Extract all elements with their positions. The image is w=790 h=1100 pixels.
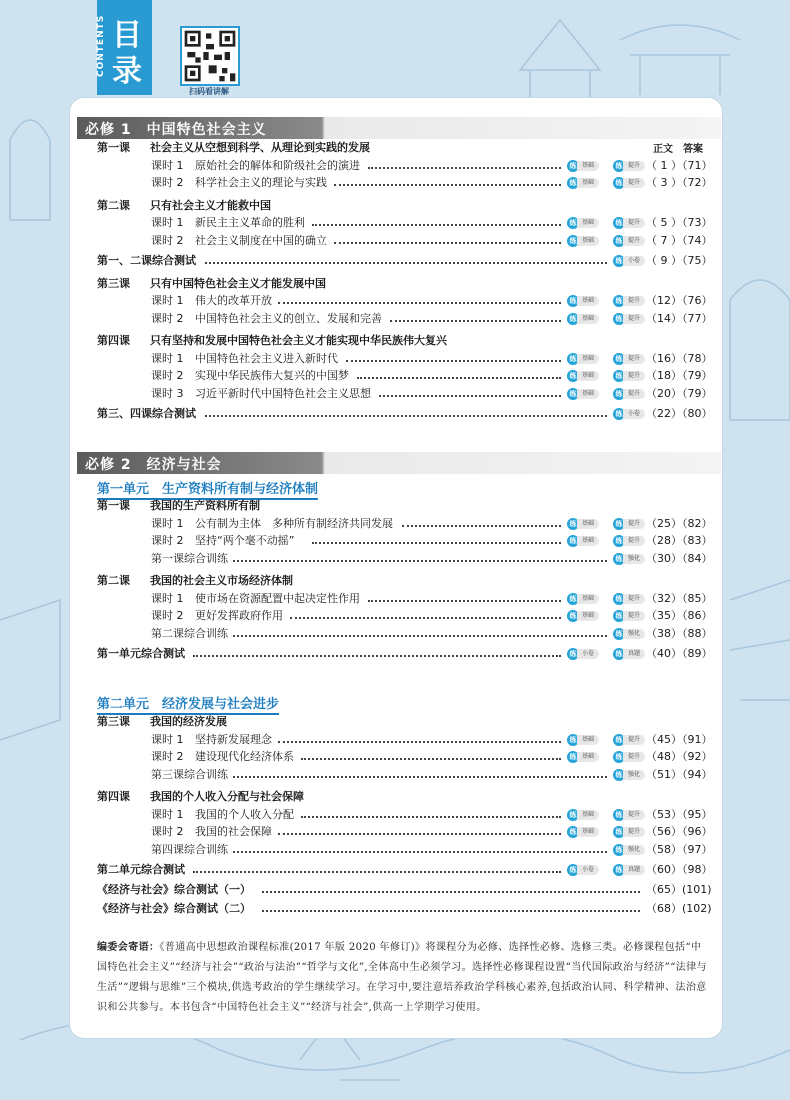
- badge-真题: [613, 864, 647, 876]
- practice-icon: 练: [567, 751, 579, 763]
- practice-icon: 练: [613, 844, 625, 856]
- period-title: 中国特色社会主义进入新时代: [195, 351, 338, 365]
- lesson-label: 第四课: [97, 334, 130, 347]
- badge-label: 提升: [623, 611, 645, 621]
- badge-提升: [613, 809, 647, 821]
- contents-tab: [97, 0, 152, 95]
- leader-dots: [205, 262, 607, 265]
- page-numbers: （ 3 ）（72）: [646, 176, 713, 189]
- lesson-label: 第三课: [97, 276, 130, 290]
- page-numbers: （53）（95）: [646, 807, 713, 821]
- period-label: 课时 2: [151, 311, 184, 325]
- badge-label: 基础: [577, 519, 599, 529]
- qr-label: 扫码看讲解: [189, 87, 229, 96]
- badge-小卷: [613, 408, 647, 420]
- badge-基础: [567, 751, 601, 763]
- practice-icon: 练: [613, 370, 625, 382]
- badge-提升: [613, 518, 647, 530]
- practice-icon: 练: [613, 734, 625, 746]
- badge-label: 小卷: [623, 256, 645, 266]
- page-numbers: （18）（79）: [646, 369, 713, 382]
- badge-提升: [613, 217, 647, 229]
- practice-icon: 练: [613, 388, 625, 400]
- period-title: 新民主主义革命的胜利: [195, 216, 305, 229]
- test-label: 第一单元综合测试: [97, 647, 185, 660]
- practice-icon: 练: [567, 593, 579, 605]
- period-label: 课时 2: [151, 825, 184, 838]
- badge-label: 强化: [623, 629, 645, 639]
- badge-label: 提升: [623, 218, 645, 228]
- u2-row-10[interactable]: [0, 901, 790, 917]
- practice-icon: 练: [567, 518, 579, 530]
- period-label: 课时 1: [151, 807, 184, 821]
- lesson-title: 我国的个人收入分配与社会保障: [150, 790, 304, 803]
- period-title: 社会主义制度在中国的确立: [195, 233, 327, 247]
- badge-label: 提升: [623, 519, 645, 529]
- practice-icon: 练: [567, 535, 579, 547]
- leader-dots: [312, 224, 561, 227]
- m1-row-13[interactable]: [0, 386, 790, 402]
- module2-title: 必修 2 经济与社会: [85, 457, 222, 473]
- leader-dots: [357, 377, 561, 380]
- badge-提升: [613, 353, 647, 365]
- period-title: 实现中华民族伟大复兴的中国梦: [195, 369, 349, 382]
- leader-dots: [301, 758, 561, 761]
- leader-dots: [402, 525, 561, 528]
- badge-基础: [567, 809, 601, 821]
- badge-label: 基础: [577, 371, 599, 381]
- page-numbers: （48）（92）: [646, 750, 713, 763]
- page-numbers: （60）（98）: [646, 863, 713, 876]
- leader-dots: [262, 910, 640, 913]
- m1-row-0[interactable]: [0, 140, 790, 156]
- period-title: 坚持“两个毫不动摇”: [195, 534, 295, 547]
- badge-label: 基础: [577, 354, 599, 364]
- column-answer: 答案: [683, 144, 703, 155]
- final-test-label: 《经济与社会》综合测试（一）: [97, 882, 251, 896]
- lesson-title: 只有社会主义才能救中国: [150, 198, 271, 212]
- m1-row-10[interactable]: [0, 333, 790, 349]
- contents-subtitle: CONTENTS: [96, 14, 106, 77]
- u2-row-2[interactable]: [0, 749, 790, 765]
- contents-title: 目录: [112, 18, 142, 89]
- leader-dots: [334, 242, 561, 245]
- period-label: 课时 1: [151, 516, 184, 530]
- badge-label: 提升: [623, 314, 645, 324]
- leader-dots: [193, 871, 561, 874]
- badge-label: 提升: [623, 752, 645, 762]
- badge-label: 基础: [577, 827, 599, 837]
- badge-提升: [613, 313, 647, 325]
- period-title: 更好发挥政府作用: [195, 609, 283, 622]
- badge-label: 小卷: [577, 649, 599, 659]
- unit2-title: 第二单元 经济发展与社会进步: [97, 693, 279, 715]
- badge-label: 强化: [623, 845, 645, 855]
- u2-row-7[interactable]: [0, 842, 790, 858]
- practice-icon: 练: [613, 177, 625, 189]
- period-title: 中国特色社会主义的创立、发展和完善: [195, 311, 382, 325]
- u1-row-0[interactable]: [0, 498, 790, 514]
- u2-row-4[interactable]: [0, 789, 790, 805]
- leader-dots: [278, 302, 561, 305]
- badge-小卷: [567, 648, 601, 660]
- page-numbers: （38）（88）: [646, 626, 713, 640]
- editor-note-text: 《普通高中思想政治课程标准(2017 年版 2020 年修订)》将课程分为必修、选择性必修、选修三类。必修课程包括“中国特色社会主义”“经济与社会”“政治与法治”“哲学与文化”,全体高中生必须学习。选择性必修课程设置“当代国际政治与经济”“法律与生活”“逻辑与思维”三个模块,供选考政治的学生继续学习。在学习中,要注意培养政治学科核心素养,包括政治认同、科学精神、法治意识和公共参与。本书包含“中国特色社会主义”“经济与社会”,供高一上学期学习使用。: [97, 942, 707, 1013]
- m1-row-11[interactable]: [0, 351, 790, 367]
- final-test-label: 《经济与社会》综合测试（二）: [97, 902, 251, 915]
- badge-基础: [567, 160, 601, 172]
- badge-基础: [567, 610, 601, 622]
- lesson-label: 第一课: [97, 141, 130, 154]
- badge-label: 小卷: [623, 409, 645, 419]
- badge-强化: [613, 844, 647, 856]
- leader-dots: [312, 542, 561, 545]
- period-title: 建设现代化经济体系: [195, 750, 294, 763]
- badge-label: 提升: [623, 536, 645, 546]
- page-numbers: （22）（80）: [646, 407, 713, 420]
- test-label: 第三、四课综合测试: [97, 407, 196, 420]
- period-label: 课时 1: [151, 351, 184, 365]
- training-label: 第四课综合训练: [151, 842, 228, 856]
- practice-icon: 练: [613, 295, 625, 307]
- leader-dots: [193, 655, 561, 658]
- badge-label: 提升: [623, 296, 645, 306]
- practice-icon: 练: [613, 313, 625, 325]
- leader-dots: [233, 851, 607, 854]
- practice-icon: 练: [567, 809, 579, 821]
- badge-提升: [613, 826, 647, 838]
- badge-基础: [567, 353, 601, 365]
- training-label: 第一课综合训练: [151, 551, 228, 565]
- page-numbers: （28）（83）: [646, 534, 713, 547]
- period-label: 课时 1: [151, 158, 184, 172]
- practice-icon: 练: [613, 826, 625, 838]
- period-title: 原始社会的解体和阶级社会的演进: [195, 158, 360, 172]
- badge-基础: [567, 235, 601, 247]
- period-label: 课时 3: [151, 386, 184, 400]
- practice-icon: 练: [567, 295, 579, 307]
- badge-label: 提升: [623, 354, 645, 364]
- lesson-title: 只有中国特色社会主义才能发展中国: [150, 276, 326, 290]
- leader-dots: [390, 320, 561, 323]
- lesson-title: 我国的经济发展: [150, 715, 227, 728]
- badge-基础: [567, 388, 601, 400]
- badge-label: 提升: [623, 827, 645, 837]
- badge-提升: [613, 177, 647, 189]
- badge-基础: [567, 535, 601, 547]
- m1-row-8[interactable]: [0, 293, 790, 309]
- badge-基础: [567, 217, 601, 229]
- leader-dots: [346, 360, 561, 363]
- leader-dots: [290, 617, 561, 620]
- badge-label: 提升: [623, 161, 645, 171]
- u2-row-9[interactable]: [0, 882, 790, 898]
- page-numbers: （58）（97）: [646, 842, 713, 856]
- practice-icon: 练: [567, 160, 579, 172]
- badge-label: 提升: [623, 735, 645, 745]
- u1-row-7[interactable]: [0, 626, 790, 642]
- practice-icon: 练: [567, 370, 579, 382]
- badge-label: 真题: [623, 649, 645, 659]
- u1-row-6[interactable]: [0, 608, 790, 624]
- page-numbers: （25）（82）: [646, 516, 713, 530]
- badge-强化: [613, 769, 647, 781]
- m1-row-6[interactable]: [0, 253, 790, 269]
- practice-icon: 练: [567, 610, 579, 622]
- badge-小卷: [613, 255, 647, 267]
- badge-提升: [613, 535, 647, 547]
- period-label: 课时 1: [151, 591, 184, 605]
- practice-icon: 练: [567, 734, 579, 746]
- leader-dots: [368, 600, 561, 603]
- badge-label: 强化: [623, 770, 645, 780]
- badge-label: 基础: [577, 389, 599, 399]
- m1-row-7[interactable]: [0, 276, 790, 292]
- practice-icon: 练: [613, 518, 625, 530]
- practice-icon: 练: [567, 313, 579, 325]
- u2-row-1[interactable]: [0, 732, 790, 748]
- badge-label: 提升: [623, 594, 645, 604]
- leader-dots: [368, 167, 561, 170]
- badge-基础: [567, 295, 601, 307]
- period-title: 公有制为主体 多种所有制经济共同发展: [195, 516, 393, 530]
- m1-row-3[interactable]: [0, 198, 790, 214]
- column-main: 正文: [653, 144, 673, 155]
- test-label: 第二单元综合测试: [97, 863, 185, 876]
- practice-icon: 练: [567, 826, 579, 838]
- module2-header: [77, 452, 721, 474]
- page-numbers: （68）(102): [646, 902, 712, 915]
- practice-icon: 练: [613, 751, 625, 763]
- editor-note: [97, 938, 709, 1018]
- badge-基础: [567, 593, 601, 605]
- period-label: 课时 2: [151, 233, 184, 247]
- u1-row-2[interactable]: [0, 533, 790, 549]
- leader-dots: [262, 891, 640, 894]
- lesson-label: 第四课: [97, 790, 130, 803]
- period-title: 使市场在资源配置中起决定性作用: [195, 591, 360, 605]
- qr-code-icon[interactable]: [180, 26, 240, 86]
- badge-提升: [613, 295, 647, 307]
- unit1-title: 第一单元 生产资料所有制与经济体制: [97, 478, 318, 500]
- period-title: 习近平新时代中国特色社会主义思想: [195, 386, 371, 400]
- badge-提升: [613, 610, 647, 622]
- page-numbers: （40）（89）: [646, 647, 713, 660]
- lesson-label: 第一课: [97, 499, 130, 512]
- leader-dots: [334, 184, 561, 187]
- badge-基础: [567, 370, 601, 382]
- badge-label: 基础: [577, 810, 599, 820]
- leader-dots: [233, 560, 607, 563]
- badge-提升: [613, 235, 647, 247]
- m1-row-5[interactable]: [0, 233, 790, 249]
- practice-icon: 练: [613, 628, 625, 640]
- page-numbers: （30）（84）: [646, 551, 713, 565]
- badge-提升: [613, 370, 647, 382]
- period-label: 课时 2: [151, 369, 184, 382]
- practice-icon: 练: [613, 217, 625, 229]
- lesson-title: 我国的社会主义市场经济体制: [150, 574, 293, 587]
- period-label: 课时 2: [151, 750, 184, 763]
- practice-icon: 练: [567, 217, 579, 229]
- badge-label: 基础: [577, 752, 599, 762]
- practice-icon: 练: [567, 235, 579, 247]
- page-numbers: （12）（76）: [646, 294, 713, 307]
- badge-基础: [567, 734, 601, 746]
- practice-icon: 练: [613, 408, 625, 420]
- period-title: 我国的个人收入分配: [195, 807, 294, 821]
- m1-row-9[interactable]: [0, 311, 790, 327]
- leader-dots: [233, 635, 607, 638]
- lesson-label: 第二课: [97, 574, 130, 587]
- badge-提升: [613, 734, 647, 746]
- badge-label: 基础: [577, 218, 599, 228]
- practice-icon: 练: [613, 255, 625, 267]
- badge-label: 提升: [623, 178, 645, 188]
- badge-label: 真题: [623, 865, 645, 875]
- badge-label: 提升: [623, 389, 645, 399]
- badge-label: 提升: [623, 236, 645, 246]
- u2-row-8[interactable]: [0, 862, 790, 878]
- training-label: 第三课综合训练: [151, 767, 228, 781]
- practice-icon: 练: [613, 648, 625, 660]
- practice-icon: 练: [613, 235, 625, 247]
- leader-dots: [278, 741, 561, 744]
- leader-dots: [379, 395, 561, 398]
- leader-dots: [233, 776, 607, 779]
- practice-icon: 练: [613, 353, 625, 365]
- lesson-label: 第三课: [97, 715, 130, 728]
- badge-label: 基础: [577, 536, 599, 546]
- u1-row-8[interactable]: [0, 646, 790, 662]
- badge-label: 基础: [577, 594, 599, 604]
- badge-label: 基础: [577, 178, 599, 188]
- badge-基础: [567, 313, 601, 325]
- badge-label: 基础: [577, 296, 599, 306]
- badge-提升: [613, 388, 647, 400]
- lesson-title: 我国的生产资料所有制: [150, 499, 260, 512]
- period-label: 课时 2: [151, 176, 184, 189]
- module1-header: [77, 117, 721, 139]
- page-numbers: （32）（85）: [646, 591, 713, 605]
- badge-label: 基础: [577, 611, 599, 621]
- m1-row-12[interactable]: [0, 368, 790, 384]
- badge-label: 基础: [577, 735, 599, 745]
- period-title: 我国的社会保障: [195, 825, 272, 838]
- practice-icon: 练: [613, 593, 625, 605]
- u2-row-0[interactable]: [0, 714, 790, 730]
- page-numbers: （20）（79）: [646, 386, 713, 400]
- u1-row-1[interactable]: [0, 516, 790, 532]
- practice-icon: 练: [613, 809, 625, 821]
- badge-label: 基础: [577, 161, 599, 171]
- leader-dots: [301, 816, 561, 819]
- badge-提升: [613, 593, 647, 605]
- badge-基础: [567, 177, 601, 189]
- page-numbers: （51）（94）: [646, 767, 713, 781]
- lesson-label: 第二课: [97, 198, 130, 212]
- badge-提升: [613, 751, 647, 763]
- period-title: 坚持新发展理念: [195, 732, 272, 746]
- page-numbers: （56）（96）: [646, 825, 713, 838]
- u2-row-5[interactable]: [0, 807, 790, 823]
- u1-row-5[interactable]: [0, 591, 790, 607]
- practice-icon: 练: [567, 177, 579, 189]
- practice-icon: 练: [613, 160, 625, 172]
- badge-强化: [613, 628, 647, 640]
- page-numbers: （ 7 ）（74）: [646, 233, 713, 247]
- page-numbers: （ 5 ）（73）: [646, 216, 713, 229]
- badge-小卷: [567, 864, 601, 876]
- badge-基础: [567, 518, 601, 530]
- practice-icon: 练: [567, 353, 579, 365]
- practice-icon: 练: [613, 610, 625, 622]
- practice-icon: 练: [613, 535, 625, 547]
- badge-真题: [613, 648, 647, 660]
- period-label: 课时 1: [151, 216, 184, 229]
- practice-icon: 练: [567, 388, 579, 400]
- period-title: 科学社会主义的理论与实践: [195, 176, 327, 189]
- leader-dots: [278, 833, 561, 836]
- test-label: 第一、二课综合测试: [97, 254, 196, 267]
- page-numbers: （65）(101): [646, 882, 712, 896]
- period-title: 伟大的改革开放: [195, 294, 272, 307]
- practice-icon: 练: [567, 864, 579, 876]
- m1-row-2[interactable]: [0, 175, 790, 191]
- badge-label: 基础: [577, 314, 599, 324]
- practice-icon: 练: [567, 648, 579, 660]
- m1-row-4[interactable]: [0, 215, 790, 231]
- badge-label: 提升: [623, 371, 645, 381]
- badge-label: 提升: [623, 810, 645, 820]
- page-numbers: （45）（91）: [646, 732, 713, 746]
- badge-label: 小卷: [577, 865, 599, 875]
- page-numbers: （14）（77）: [646, 311, 713, 325]
- editor-note-lead: 编委会寄语：: [97, 942, 160, 953]
- page-numbers: （35）（86）: [646, 609, 713, 622]
- u1-row-4[interactable]: [0, 573, 790, 589]
- badge-基础: [567, 826, 601, 838]
- page-numbers: （ 9 ）（75）: [646, 254, 713, 267]
- practice-icon: 练: [613, 864, 625, 876]
- period-label: 课时 2: [151, 609, 184, 622]
- period-label: 课时 1: [151, 294, 184, 307]
- period-label: 课时 1: [151, 732, 184, 746]
- practice-icon: 练: [613, 769, 625, 781]
- m1-row-1[interactable]: [0, 158, 790, 174]
- badge-提升: [613, 160, 647, 172]
- module1-title: 必修 1 中国特色社会主义: [85, 122, 267, 138]
- u2-row-6[interactable]: [0, 824, 790, 840]
- page-numbers: （16）（78）: [646, 351, 713, 365]
- badge-label: 基础: [577, 236, 599, 246]
- practice-icon: 练: [613, 553, 625, 565]
- page-numbers: （ 1 ）（71）: [646, 158, 713, 172]
- period-label: 课时 2: [151, 534, 184, 547]
- leader-dots: [205, 415, 607, 418]
- m1-row-14[interactable]: [0, 406, 790, 422]
- training-label: 第二课综合训练: [151, 626, 228, 640]
- u2-row-3[interactable]: [0, 767, 790, 783]
- lesson-title: 社会主义从空想到科学、从理论到实践的发展: [150, 141, 370, 154]
- badge-强化: [613, 553, 647, 565]
- u1-row-3[interactable]: [0, 551, 790, 567]
- lesson-title: 只有坚持和发展中国特色社会主义才能实现中华民族伟大复兴: [150, 334, 447, 347]
- badge-label: 强化: [623, 554, 645, 564]
